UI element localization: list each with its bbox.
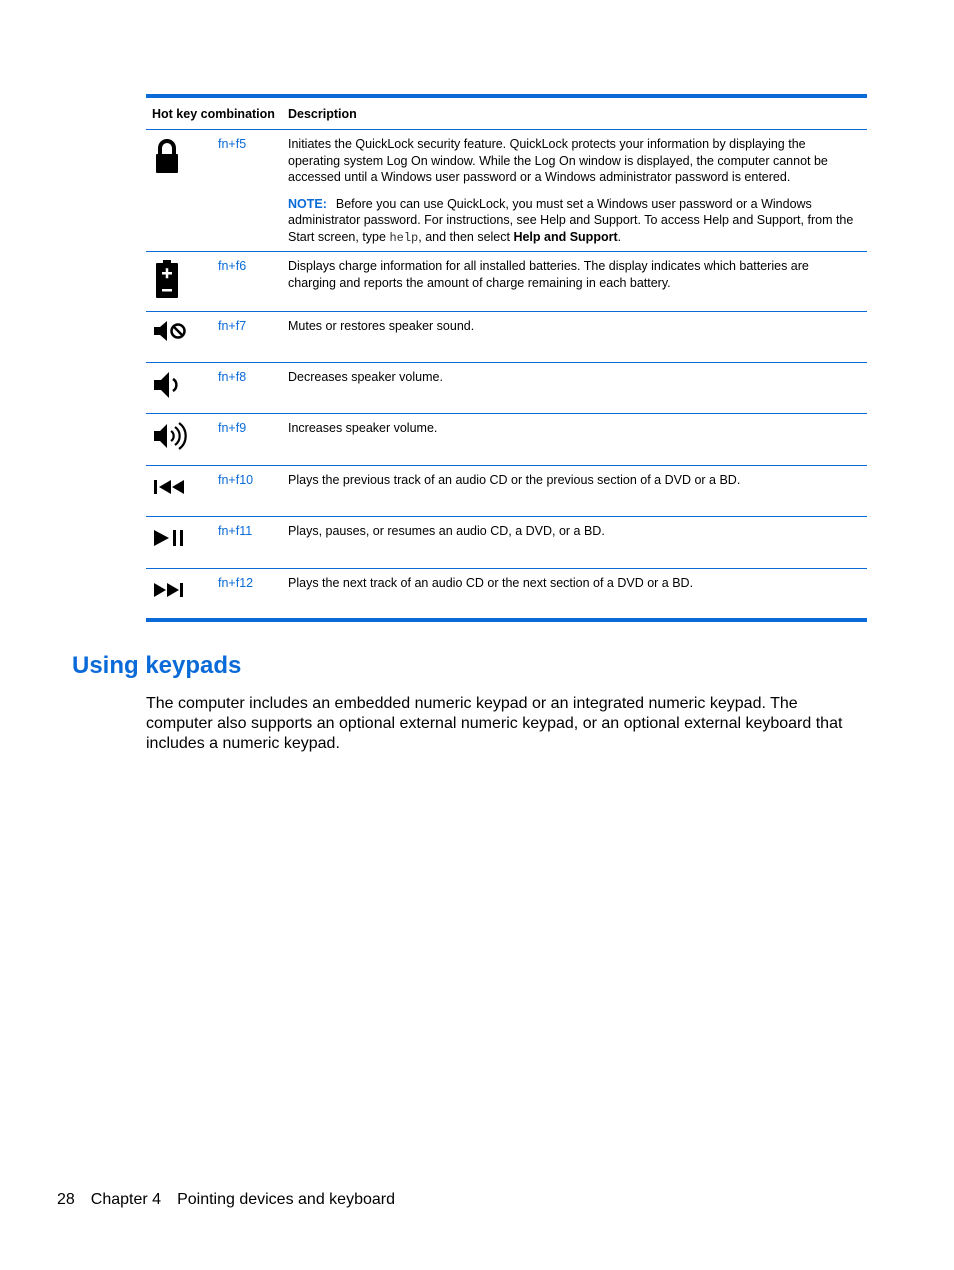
- hotkey-label: fn+f8: [209, 363, 282, 414]
- hotkey-label: fn+f10: [209, 466, 282, 517]
- hotkey-description: Initiates the QuickLock security feature. QuickLock protects your information by displaying the operating system Log On window. While the Log On window is displayed, the computer cannot be accessed until a Windows user password or a Windows administrator password is entered.: [288, 137, 828, 184]
- hotkey-description: Mutes or restores speaker sound.: [282, 312, 867, 363]
- note-text: Before you can use QuickLock, you must set a Windows user password or a Windows administrator password. For instructions, see Help and Support. To access Help and Support, from the Start screen, type: [288, 196, 854, 244]
- note-text-middle: , and then select: [418, 229, 514, 244]
- table-row: [146, 363, 867, 414]
- hotkey-description: Decreases speaker volume.: [282, 363, 867, 414]
- table-row: [146, 517, 867, 569]
- table-header-row: [146, 96, 867, 130]
- note-label: NOTE:: [288, 196, 327, 211]
- mute-icon: [152, 318, 209, 344]
- header-combination: Hot key combination: [146, 96, 282, 130]
- hotkey-label: fn+f11: [209, 517, 282, 569]
- chapter-title: Pointing devices and keyboard: [177, 1191, 395, 1208]
- note: [288, 196, 855, 247]
- note-text-after: .: [617, 229, 622, 244]
- table-row: [146, 312, 867, 363]
- hotkey-label: fn+f9: [209, 414, 282, 466]
- play-pause-icon: [152, 523, 209, 553]
- table-row: [146, 414, 867, 466]
- section-title: Using keypads: [72, 652, 242, 679]
- note-code: help: [389, 230, 419, 245]
- header-description: Description: [282, 96, 867, 130]
- hotkey-description: Plays the previous track of an audio CD or the previous section of a DVD or a BD.: [282, 466, 867, 517]
- table-row: [146, 252, 867, 312]
- page-footer: [57, 1191, 411, 1209]
- page-number: 28: [57, 1191, 75, 1208]
- note-bold: Help and Support: [513, 229, 618, 244]
- battery-icon: [152, 258, 209, 300]
- hotkey-description: Increases speaker volume.: [282, 414, 867, 466]
- hotkey-label: fn+f7: [209, 312, 282, 363]
- volume-down-icon: [152, 369, 209, 401]
- hotkey-label: fn+f5: [209, 130, 282, 252]
- chapter-label: Chapter 4: [90, 1191, 162, 1208]
- hotkey-description: Plays the next track of an audio CD or the next section of a DVD or a BD.: [288, 576, 694, 590]
- table-row: [146, 569, 867, 620]
- table-row: [146, 466, 867, 517]
- previous-track-icon: [152, 472, 209, 502]
- lock-icon: [152, 136, 209, 176]
- hotkey-description: Plays, pauses, or resumes an audio CD, a DVD, or a BD.: [282, 517, 867, 569]
- hotkey-label: fn+f6: [209, 252, 282, 312]
- hotkey-label: fn+f12: [218, 576, 254, 590]
- volume-up-icon: [152, 420, 209, 452]
- next-track-icon: [152, 575, 209, 605]
- section-body: The computer includes an embedded numeric keypad or an integrated numeric keypad. The computer also supports an optional external numeric keypad, or an optional external keyboard that includes a numeric keypad.: [146, 695, 843, 752]
- hotkey-table: [146, 94, 867, 622]
- table-row: [146, 130, 867, 252]
- hotkey-description: Displays charge information for all installed batteries. The display indicates which batteries are charging and reports the amount of charge remaining in each battery.: [282, 252, 867, 312]
